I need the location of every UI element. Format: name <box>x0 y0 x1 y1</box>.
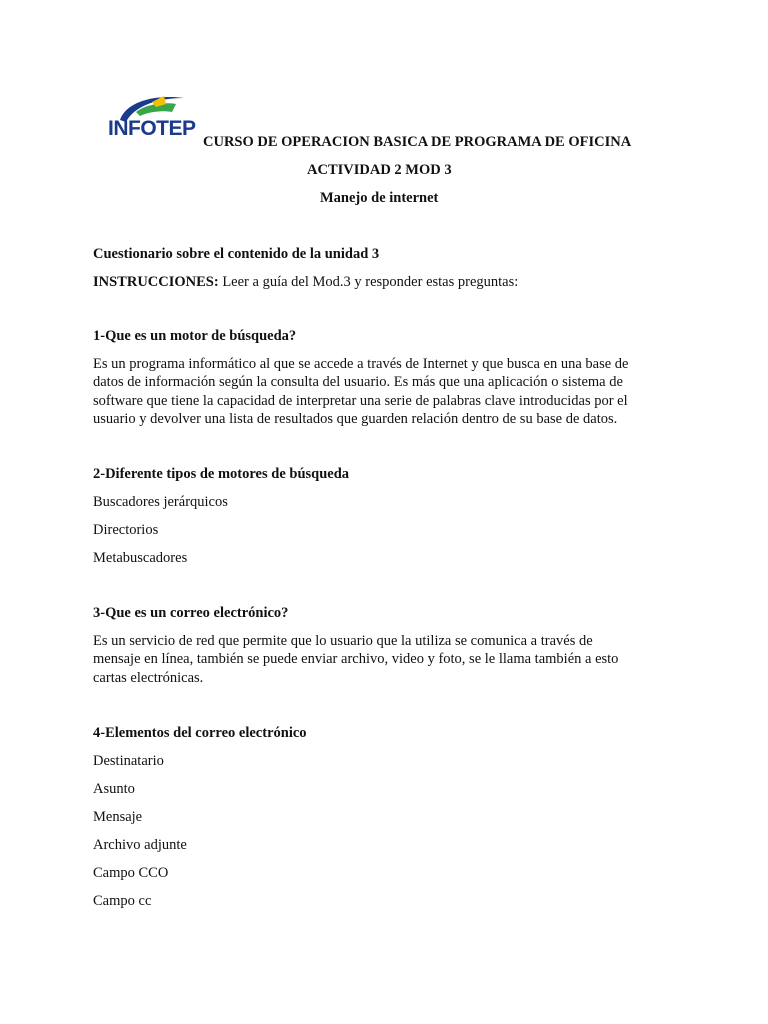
instructions-label: INSTRUCCIONES: <box>93 274 219 290</box>
list-item: Mensaje <box>93 809 143 825</box>
list-item: Campo cc <box>93 893 152 909</box>
list-item: Destinatario <box>93 753 164 769</box>
question-1: 1-Que es un motor de búsqueda? <box>93 328 297 344</box>
q1-answer-line: Es un programa informático al que se accede a través de Internet y que busca en una base de <box>93 356 629 372</box>
topic-title: Manejo de internet <box>320 190 439 206</box>
q3-answer-line: mensaje en línea, también se puede enviar archivo, video y foto, se le llama también a esto <box>93 651 619 667</box>
logo-text: INFOTEP <box>108 117 196 140</box>
q1-answer-line: usuario y devolver una lista de resultados que guarden relación dentro de su base de datos. <box>93 411 618 427</box>
list-item: Metabuscadores <box>93 550 188 566</box>
list-item: Directorios <box>93 522 159 538</box>
list-item: Asunto <box>93 781 135 797</box>
instructions-text: Leer a guía del Mod.3 y responder estas preguntas: <box>218 274 519 290</box>
section-heading: Cuestionario sobre el contenido de la unidad 3 <box>93 246 380 262</box>
question-2: 2-Diferente tipos de motores de búsqueda <box>93 466 350 482</box>
q1-answer-line: datos de información según la consulta del usuario. Es más que una aplicación o sistema de <box>93 374 623 390</box>
question-4: 4-Elementos del correo electrónico <box>93 725 307 741</box>
instructions <box>93 274 518 291</box>
course-title: CURSO DE OPERACION BASICA DE PROGRAMA DE OFICINA <box>203 134 632 150</box>
q1-answer-line: software que tiene la capacidad de interpretar una serie de palabras clave introducidas por el <box>93 393 628 409</box>
q3-answer-line: Es un servicio de red que permite que lo usuario que la utiliza se comunica a través de <box>93 633 593 649</box>
list-item: Buscadores jerárquicos <box>93 494 228 510</box>
q3-answer-line: cartas electrónicas. <box>93 670 204 686</box>
list-item: Campo CCO <box>93 865 169 881</box>
list-item: Archivo adjunte <box>93 837 187 853</box>
activity-title: ACTIVIDAD 2 MOD 3 <box>307 162 452 178</box>
question-3: 3-Que es un correo electrónico? <box>93 605 289 621</box>
